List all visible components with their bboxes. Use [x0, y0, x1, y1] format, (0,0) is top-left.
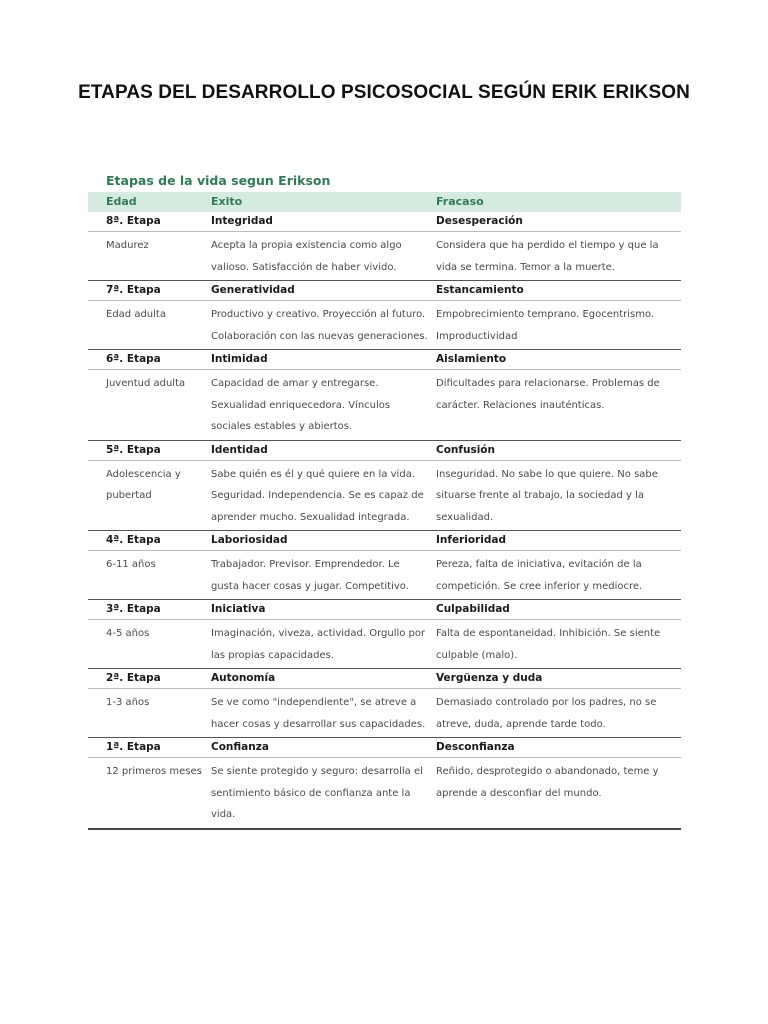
- stage-label: 2ª. Etapa: [106, 672, 161, 684]
- stage-block: [88, 212, 681, 281]
- stage-detail-row: [88, 461, 681, 531]
- stage-detail-row: [88, 758, 681, 828]
- stage-label: 7ª. Etapa: [106, 284, 161, 296]
- stage-block: [88, 738, 681, 830]
- success-description: Productivo y creativo. Proyección al futuro. Colaboración con las nuevas generaciones.: [211, 309, 428, 342]
- header-exito: Exito: [211, 195, 243, 208]
- stage-detail-row: [88, 551, 681, 599]
- failure-description: Demasiado controlado por los padres, no se atreve, duda, aprende tarde todo.: [436, 697, 657, 730]
- stage-label: 1ª. Etapa: [106, 741, 161, 753]
- stage-block: [88, 281, 681, 350]
- failure-description: Empobrecimiento temprano. Egocentrismo. Improductividad: [436, 309, 655, 342]
- table-caption: Etapas de la vida segun Erikson: [106, 173, 331, 188]
- stage-label: 6ª. Etapa: [106, 353, 161, 365]
- age-range: Adolescencia y pubertad: [106, 468, 181, 501]
- failure-description: Falta de espontaneidad. Inhibición. Se siente culpable (malo).: [436, 628, 661, 661]
- success-title: Generatividad: [211, 284, 295, 296]
- table-body: [88, 212, 681, 830]
- stage-detail-row: [88, 620, 681, 668]
- table-header: [88, 192, 681, 212]
- stage-header-row: [88, 212, 681, 232]
- success-title: Autonomía: [211, 672, 276, 684]
- failure-description: Reñido, desprotegido o abandonado, teme y aprende a desconfiar del mundo.: [436, 766, 659, 799]
- success-description: Trabajador. Previsor. Emprendedor. Le gusta hacer cosas y jugar. Competitivo.: [211, 559, 409, 592]
- failure-title: Aislamiento: [436, 353, 507, 365]
- success-title: Iniciativa: [211, 603, 266, 615]
- success-title: Laboriosidad: [211, 534, 288, 546]
- success-description: Capacidad de amar y entregarse. Sexualidad enriquecedora. Vínculos sociales estables y abiertos.: [211, 378, 391, 432]
- failure-description: Considera que ha perdido el tiempo y que la vida se termina. Temor a la muerte.: [436, 240, 659, 273]
- age-range: 1-3 años: [106, 697, 150, 708]
- stage-block: [88, 350, 681, 441]
- stage-label: 3ª. Etapa: [106, 603, 161, 615]
- success-description: Se ve como "independiente", se atreve a hacer cosas y desarrollar sus capacidades.: [211, 697, 426, 730]
- age-range: Juventud adulta: [106, 378, 186, 389]
- stage-header-row: [88, 281, 681, 301]
- success-title: Identidad: [211, 443, 268, 456]
- failure-title: Vergüenza y duda: [436, 672, 543, 684]
- stage-block: [88, 600, 681, 669]
- stage-header-row: [88, 600, 681, 620]
- stage-header-row: [88, 441, 681, 461]
- age-range: 4-5 años: [106, 628, 150, 639]
- header-fracaso: Fracaso: [436, 195, 484, 208]
- failure-title: Confusión: [436, 443, 495, 456]
- failure-title: Desesperación: [436, 215, 523, 227]
- stage-label: 5ª. Etapa: [106, 443, 161, 456]
- success-description: Imaginación, viveza, actividad. Orgullo por las propias capacidades.: [211, 628, 426, 661]
- stage-detail-row: [88, 301, 681, 349]
- failure-description: Dificultades para relacionarse. Problemas de carácter. Relaciones inauténticas.: [436, 378, 660, 411]
- stage-block: [88, 531, 681, 600]
- failure-title: Culpabilidad: [436, 603, 510, 615]
- success-description: Se siente protegido y seguro: desarrolla el sentimiento básico de confianza ante la vida.: [211, 766, 423, 820]
- age-range: Madurez: [106, 240, 149, 251]
- page-title: ETAPAS DEL DESARROLLO PSICOSOCIAL SEGÚN ERIK ERIKSON: [78, 82, 690, 103]
- success-description: Acepta la propia existencia como algo valioso. Satisfacción de haber vivido.: [211, 240, 402, 273]
- stage-detail-row: [88, 370, 681, 440]
- stage-label: 4ª. Etapa: [106, 534, 161, 546]
- failure-description: Pereza, falta de iniciativa, evitación de la competición. Se cree inferior y mediocre.: [436, 559, 643, 592]
- stage-header-row: [88, 669, 681, 689]
- failure-title: Estancamiento: [436, 284, 524, 296]
- stage-block: [88, 669, 681, 738]
- failure-title: Inferioridad: [436, 534, 506, 546]
- age-range: Edad adulta: [106, 309, 166, 320]
- age-range: 6-11 años: [106, 559, 156, 570]
- success-description: Sabe quién es él y qué quiere en la vida. Seguridad. Independencia. Se es capaz de aprender mucho. Sexualidad integrada.: [211, 468, 424, 523]
- stage-header-row: [88, 531, 681, 551]
- failure-title: Desconfianza: [436, 741, 515, 753]
- stage-header-row: [88, 350, 681, 370]
- stage-block: [88, 441, 681, 532]
- stage-detail-row: [88, 689, 681, 737]
- failure-description: Inseguridad. No sabe lo que quiere. No sabe situarse frente al trabajo, la sociedad y la sexualidad.: [436, 468, 658, 523]
- header-edad: Edad: [106, 195, 137, 208]
- success-title: Intimidad: [211, 353, 268, 365]
- stage-label: 8ª. Etapa: [106, 215, 161, 227]
- success-title: Confianza: [211, 741, 269, 753]
- stage-header-row: [88, 738, 681, 758]
- erikson-table: [88, 170, 681, 830]
- success-title: Integridad: [211, 215, 273, 227]
- stage-detail-row: [88, 232, 681, 280]
- age-range: 12 primeros meses: [106, 766, 202, 777]
